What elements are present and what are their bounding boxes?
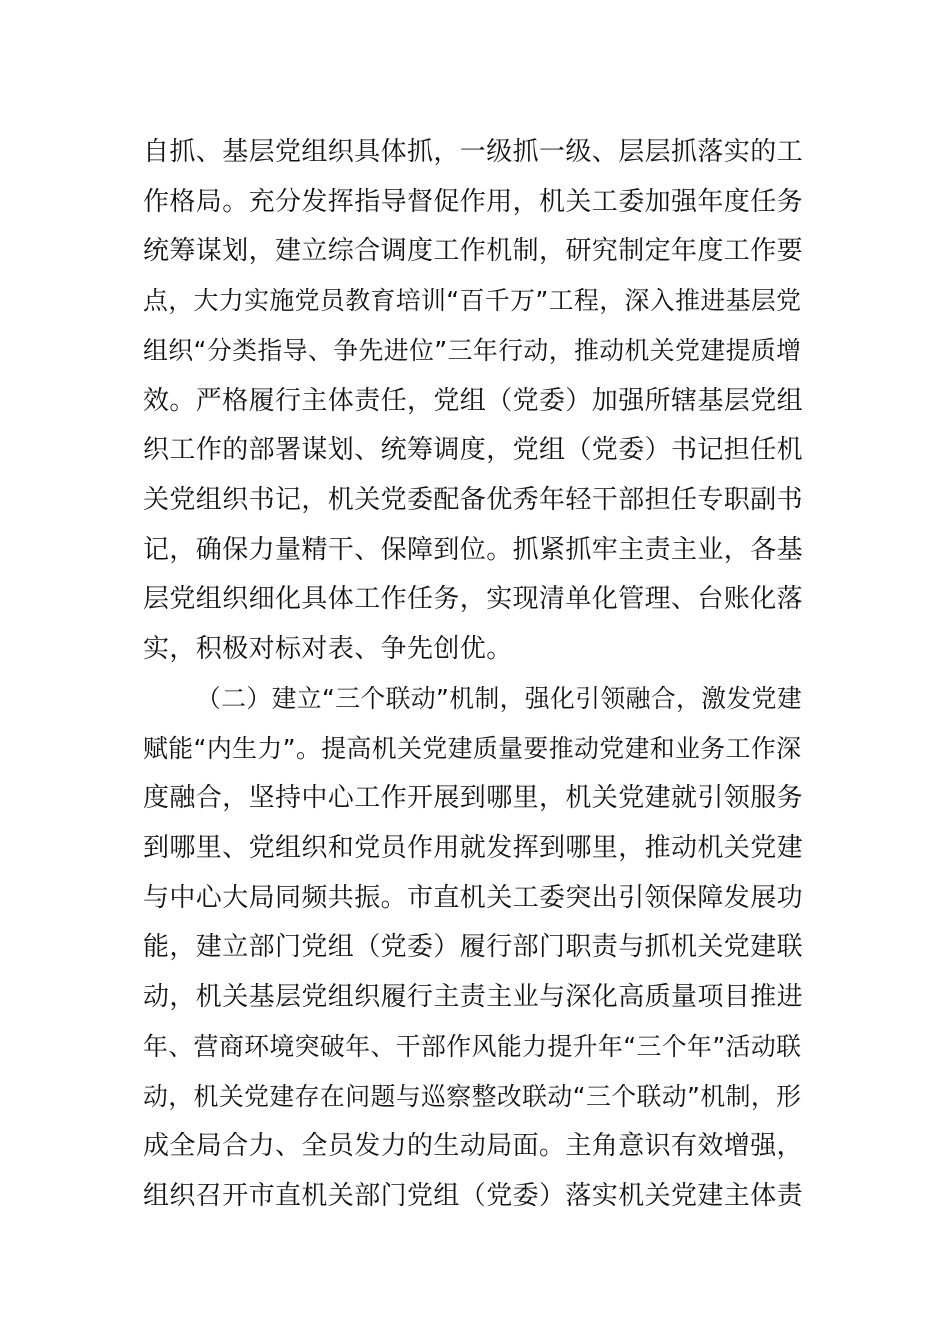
text-line: 动，机关党建存在问题与巡察整改联动“三个联动”机制，形 — [143, 1082, 802, 1111]
text-line: 组织“分类指导、争先进位”三年行动，推动机关党建提质增 — [143, 336, 802, 365]
section-heading-line: （二）建立“三个联动”机制，强化引领融合，激发党建 — [196, 684, 803, 713]
text-line: 赋能“内生力”。提高机关党建质量要推动党建和业务工作深 — [143, 734, 802, 763]
text-line: 能，建立部门党组（党委）履行部门职责与抓机关党建联 — [143, 932, 804, 962]
text-line: 到哪里、党组织和党员作用就发挥到哪里，推动机关党建 — [143, 833, 804, 863]
text-line: 效。严格履行主体责任，党组（党委）加强所辖基层党组 — [143, 386, 804, 416]
text-line: 统筹谋划，建立综合调度工作机制，研究制定年度工作要 — [143, 236, 804, 266]
text-line: 关党组织书记，机关党委配备优秀年轻干部担任专职副书 — [143, 485, 804, 515]
text-line: 记，确保力量精干、保障到位。抓紧抓牢主责主业，各基 — [143, 535, 804, 565]
text-line: 组织召开市直机关部门党组（党委）落实机关党建主体责 — [143, 1181, 804, 1211]
text-line: 成全局合力、全员发力的生动局面。主角意识有效增强， — [143, 1131, 804, 1161]
text-line: 作格局。充分发挥指导督促作用，机关工委加强年度任务 — [143, 187, 804, 217]
text-line: 年、营商环境突破年、干部作风能力提升年“三个年”活动联 — [143, 1032, 802, 1061]
text-line: 层党组织细化具体工作任务，实现清单化管理、台账化落 — [143, 584, 804, 614]
text-line: 织工作的部署谋划、统筹调度，党组（党委）书记担任机 — [143, 435, 804, 465]
text-line: 点，大力实施党员教育培训“百千万”工程，深入推进基层党 — [143, 286, 802, 315]
text-line: 度融合，坚持中心工作开展到哪里，机关党建就引领服务 — [143, 783, 804, 813]
text-line: 自抓、基层党组织具体抓，一级抓一级、层层抓落实的工 — [143, 137, 804, 167]
text-line: 动，机关基层党组织履行主责主业与深化高质量项目推进 — [143, 982, 804, 1012]
text-line: 实，积极对标对表、争先创优。 — [143, 634, 513, 664]
text-line: 与中心大局同频共振。市直机关工委突出引领保障发展功 — [143, 883, 804, 913]
